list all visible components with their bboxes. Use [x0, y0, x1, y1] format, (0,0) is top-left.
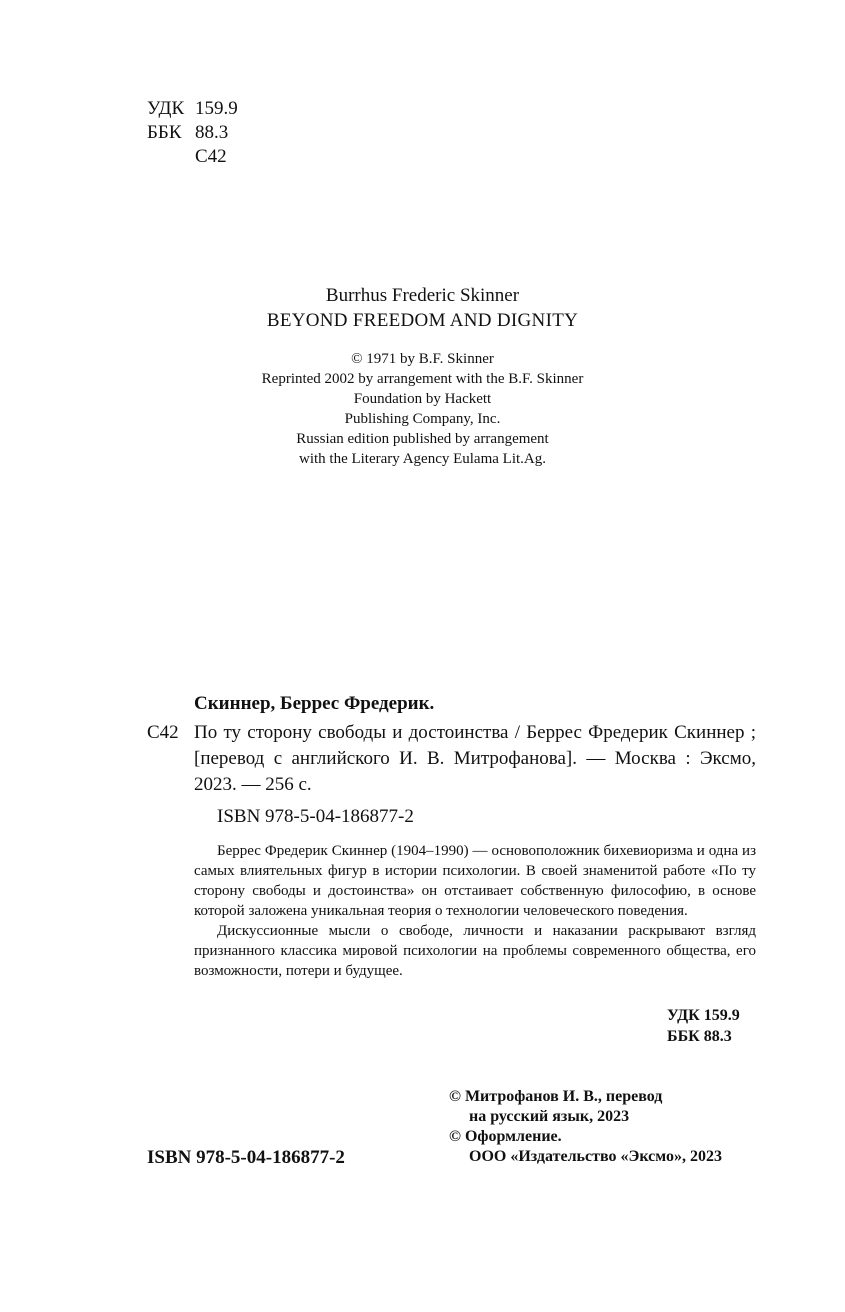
copyright-block: [449, 1087, 759, 1167]
classification-codes: [147, 97, 238, 169]
udk-label: УДК: [147, 98, 185, 119]
rights-line: Russian edition published by arrangement: [296, 431, 549, 447]
original-author: Burrhus Frederic Skinner: [325, 285, 520, 306]
bbk-row: [147, 121, 238, 145]
rights-line: © 1971 by B.F. Skinner: [351, 351, 494, 367]
bbk-code: ББК 88.3: [667, 1028, 732, 1045]
rights-line: Foundation by Hackett: [353, 391, 492, 407]
copyright-line: © Митрофанов И. В., перевод: [449, 1088, 663, 1105]
rights-line: Publishing Company, Inc.: [344, 411, 501, 427]
index-codes: [667, 1005, 740, 1047]
bbk-value: 88.3: [195, 122, 229, 143]
udk-row: [147, 97, 238, 121]
bibliographic-author: Скиннер, Беррес Фредерик.: [194, 693, 435, 714]
rights-line: with the Literary Agency Eulama Lit.Ag.: [298, 451, 546, 467]
bibliographic-entry: По ту сторону свободы и достоинства / Беррес Фредерик Скиннер ; [перевод с английского И. В. Митрофанова]. — Москва : Эксмо, 2023. — 256 с.: [194, 722, 756, 795]
annotation-paragraph: Дискуссионные мысли о свободе, личности и наказании раскрывают взгляд признанного классика мировой психологии на проблемы современного общества, его возможности, потери и будущее.: [194, 923, 756, 979]
udk-code: УДК 159.9: [667, 1007, 740, 1024]
annotation-paragraph: Беррес Фредерик Скиннер (1904–1990) — основоположник бихевиоризма и одна из самых влиятельных фигур в истории психологии. В своей знаменитой работе «По ту сторону свободы и достоинства» он отстаивает собственную философию, в основе которой заложена уникальная теория о технологии человеческого поведения.: [194, 843, 756, 919]
annotation: [194, 841, 756, 981]
isbn-entry: ISBN 978-5-04-186877-2: [217, 806, 414, 827]
original-title: BEYOND FREEDOM AND DIGNITY: [266, 310, 579, 331]
udk-value: 159.9: [195, 98, 238, 119]
bibliographic-author-mark: С42: [147, 722, 179, 743]
bbk-label: ББК: [147, 122, 182, 143]
copyright-line: на русский язык, 2023: [469, 1108, 630, 1125]
author-mark: С42: [195, 146, 227, 167]
copyright-line: ООО «Издательство «Эксмо», 2023: [469, 1148, 722, 1165]
rights-line: Reprinted 2002 by arrangement with the B.F. Skinner: [261, 371, 584, 387]
copyright-line: © Оформление.: [449, 1128, 562, 1145]
isbn-bottom: ISBN 978-5-04-186877-2: [147, 1147, 345, 1168]
rights-notice: [0, 349, 845, 469]
